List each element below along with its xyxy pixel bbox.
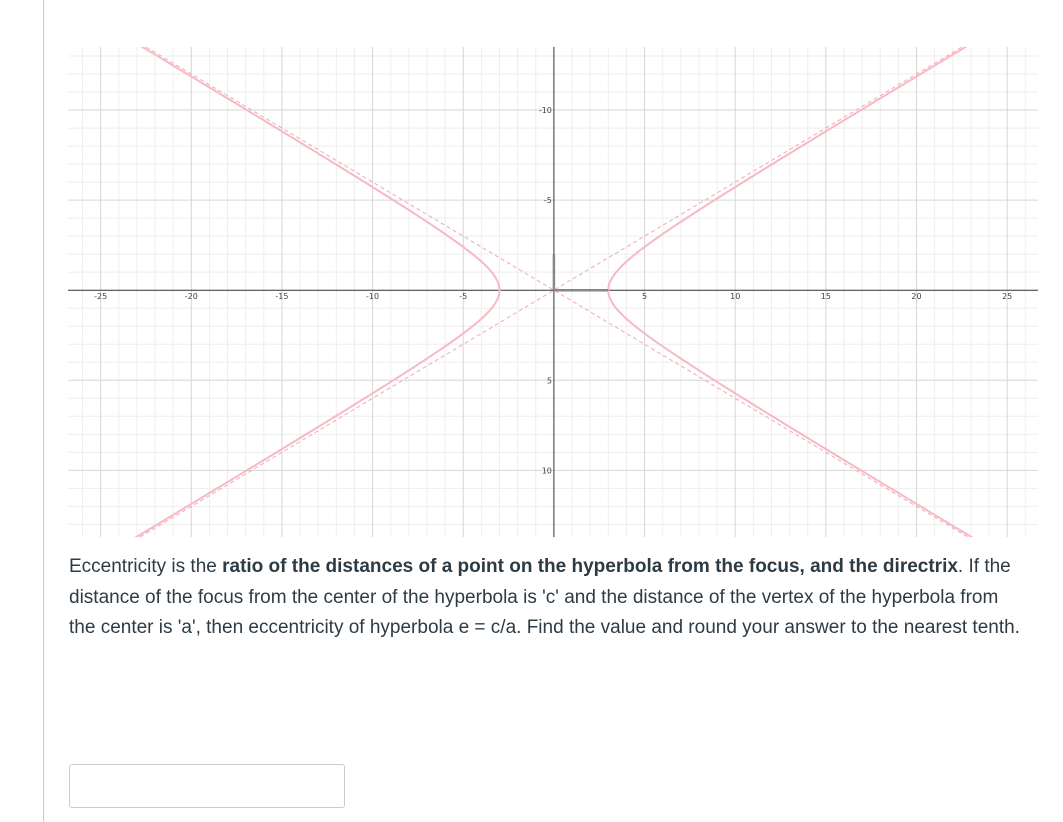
asymptotes xyxy=(68,47,1038,537)
x-tick-label: -20 xyxy=(184,292,198,302)
x-tick-label: -5 xyxy=(459,292,468,302)
x-tick-label: 10 xyxy=(730,292,741,302)
x-tick-label: 15 xyxy=(820,292,831,302)
y-tick-label: -10 xyxy=(538,106,552,116)
x-tick-label: -25 xyxy=(94,292,108,302)
x-tick-label: -10 xyxy=(366,292,380,302)
answer-input[interactable] xyxy=(69,764,345,808)
major-grid xyxy=(68,47,1038,537)
y-tick-label: 5 xyxy=(546,376,552,386)
question-text-part2: . If the distance of the focus from the center of the hyperbola is 'c' and the distance of the vertex of the hyperbola from the center is 'a', then eccentricity of hyperbola e = c/a. Find the value and round your answer to the nearest tenth. xyxy=(69,556,1020,638)
hyperbola-graph xyxy=(68,47,1038,537)
x-tick-label: -15 xyxy=(275,292,289,302)
axes xyxy=(68,47,1038,537)
question-text xyxy=(69,552,1029,644)
x-tick-label: 20 xyxy=(911,292,922,302)
y-tick-label: 10 xyxy=(541,466,552,476)
x-tick-label: 25 xyxy=(1002,292,1013,302)
asymptote-line xyxy=(68,47,1038,537)
question-bold-phrase: ratio of the distances of a point on the hyperbola from the focus, and the directrix xyxy=(222,556,958,577)
x-tick-label: 5 xyxy=(642,292,648,302)
content-left-border xyxy=(43,0,44,822)
y-tick-label: -5 xyxy=(543,196,552,206)
question-text-part1: Eccentricity is the xyxy=(69,556,223,577)
asymptote-line xyxy=(68,47,1038,537)
hyperbola-right-branch xyxy=(608,47,1002,537)
tick-labels xyxy=(94,106,1012,475)
minor-grid xyxy=(68,47,1038,537)
hyperbola-left-branch xyxy=(105,47,499,537)
